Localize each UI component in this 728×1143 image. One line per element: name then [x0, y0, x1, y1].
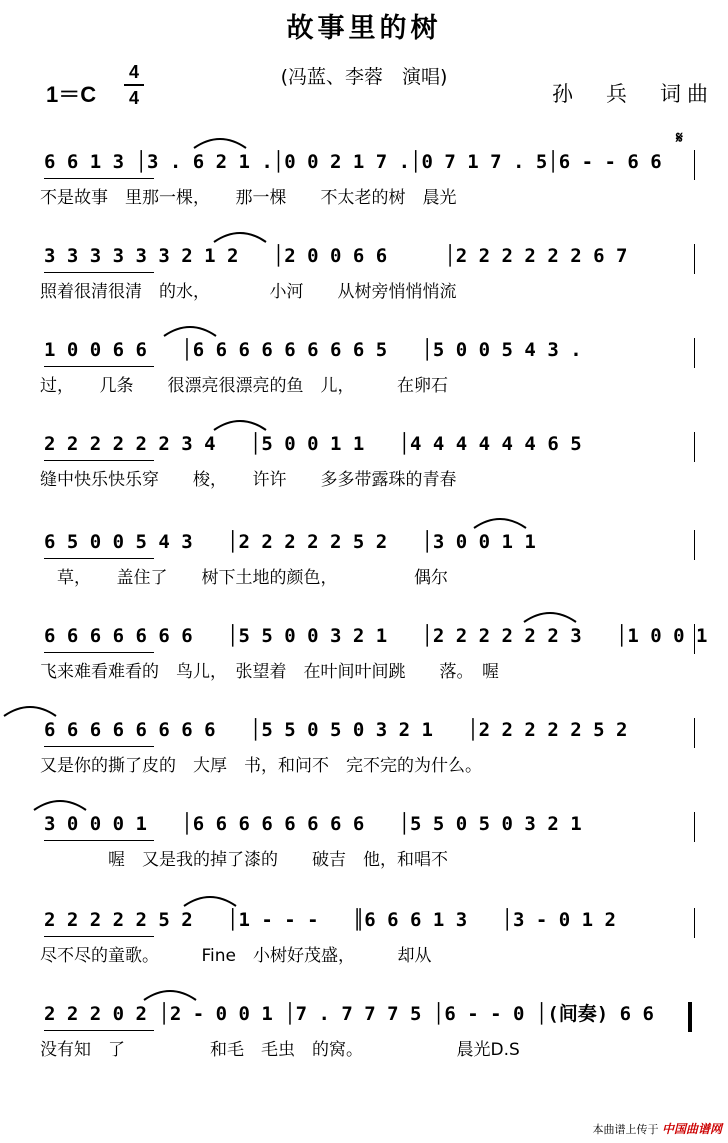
- beam-line: [44, 652, 154, 653]
- meter-divider: [124, 84, 144, 86]
- end-barline: [694, 812, 695, 842]
- beam-line: [44, 746, 154, 747]
- lyric-line: 草， 盖住了 树下土地的颜色， 偶尔: [40, 568, 448, 588]
- end-barline: [694, 432, 695, 462]
- end-barline: [694, 530, 695, 560]
- lyric-line: 缝中快乐快乐穿 梭， 许许 多多带露珠的青春: [40, 470, 457, 490]
- beam-line: [44, 558, 154, 559]
- end-barline: [694, 338, 695, 368]
- score-system: [0, 330, 728, 420]
- lyric-line: 喔 又是我的掉了漆的 破吉 他，和唱不: [40, 850, 448, 870]
- song-subtitle: (冯蓝、李蓉 演唱): [280, 66, 448, 88]
- score-system: [0, 522, 728, 612]
- song-title: 故事里的树: [286, 13, 442, 44]
- notation-line: 2 2 2 2 2 2 3 4 │5 0 0 1 1 │4 4 4 4 4 4 6 5: [44, 433, 582, 455]
- segno-mark: 𝄋: [676, 128, 683, 147]
- lyric-line: 不是故事 里那一棵， 那一棵 不太老的树 晨光: [40, 188, 457, 208]
- end-barline: [688, 1002, 692, 1032]
- end-barline: [694, 624, 695, 654]
- lyric-line: 照着很清很清 的水， 小河 从树旁悄悄悄流: [40, 282, 457, 302]
- notation-line: 2 2 2 2 2 5 2 │1 - - - ║6 6 6 1 3 │3 - 0 1 2: [44, 909, 616, 931]
- slur-mark: [0, 698, 60, 718]
- beam-line: [44, 366, 154, 367]
- score-system: [0, 142, 728, 232]
- slur-mark: [160, 318, 220, 338]
- slur-mark: [210, 224, 270, 244]
- composer-credit: 孙 兵 词曲: [552, 82, 714, 106]
- slur-mark: [470, 510, 530, 530]
- lyric-line: 飞来难看难看的 鸟儿， 张望着 在叶间叶间跳 落。 喔: [40, 662, 499, 682]
- footer-text: 本曲谱上传于: [592, 1123, 659, 1136]
- time-signature: [120, 62, 148, 108]
- lyric-line: 又是你的撕了皮的 大厚 书，和问不 完不完的为什么。: [40, 756, 482, 776]
- notation-line: 6 6 1 3 │3 . 6 2 1 .│0 0 2 1 7 .│0 7 1 7 . 5│6 - - 6 6: [44, 151, 662, 173]
- notation-line: 1 0 0 6 6 │6 6 6 6 6 6 6 6 5 │5 0 0 5 4 3 .: [44, 339, 582, 361]
- slur-mark: [30, 792, 90, 812]
- notation-line: 2 2 2 0 2 │2 - 0 0 1 │7 . 7 7 7 5 │6 - - 0 │(间奏) 6 6: [44, 1003, 654, 1025]
- beam-line: [44, 840, 154, 841]
- score-system: [0, 804, 728, 894]
- footer: [592, 1120, 722, 1137]
- beam-line: [44, 272, 154, 273]
- meter-bottom: 4: [128, 88, 139, 108]
- end-barline: [694, 150, 695, 180]
- slur-mark: [210, 412, 270, 432]
- slur-mark: [180, 888, 240, 908]
- notation-line: 6 5 0 0 5 4 3 │2 2 2 2 2 5 2 │3 0 0 1 1: [44, 531, 536, 553]
- slur-mark: [140, 982, 200, 1002]
- notation-line: 3 3 3 3 3 3 2 1 2 │2 0 0 6 6 │2 2 2 2 2 2 6 7: [44, 245, 628, 267]
- beam-line: [44, 178, 154, 179]
- notation-line: 3 0 0 0 1 │6 6 6 6 6 6 6 6 │5 5 0 5 0 3 2 1: [44, 813, 582, 835]
- beam-line: [44, 460, 154, 461]
- score-system: [0, 616, 728, 706]
- meter-top: 4: [128, 62, 139, 82]
- notation-line: 6 6 6 6 6 6 6 6 │5 5 0 5 0 3 2 1 │2 2 2 2 2 5 2: [44, 719, 628, 741]
- score-system: [0, 900, 728, 990]
- site-logo: 中国曲谱网: [661, 1122, 722, 1136]
- notation-line: 6 6 6 6 6 6 6 │5 5 0 0 3 2 1 │2 2 2 2 2 2 3 │1 0 0 1: [44, 625, 708, 647]
- score-system: [0, 424, 728, 514]
- score-system: [0, 994, 728, 1084]
- beam-line: [44, 1030, 154, 1031]
- beam-line: [44, 936, 154, 937]
- slur-mark: [520, 604, 580, 624]
- end-barline: [694, 908, 695, 938]
- lyric-line: 尽不尽的童歌。 Fine 小树好茂盛， 却从: [40, 946, 432, 966]
- lyric-line: 过， 几条 很漂亮很漂亮的鱼 儿， 在卵石: [40, 376, 448, 396]
- lyric-line: 没有知 了 和毛 毛虫 的窝。 晨光D.S: [40, 1040, 520, 1060]
- end-barline: [694, 718, 695, 748]
- score-system: [0, 710, 728, 800]
- key-signature: 1＝C: [46, 82, 97, 107]
- end-barline: [694, 244, 695, 274]
- slur-mark: [190, 130, 250, 150]
- score-system: [0, 236, 728, 326]
